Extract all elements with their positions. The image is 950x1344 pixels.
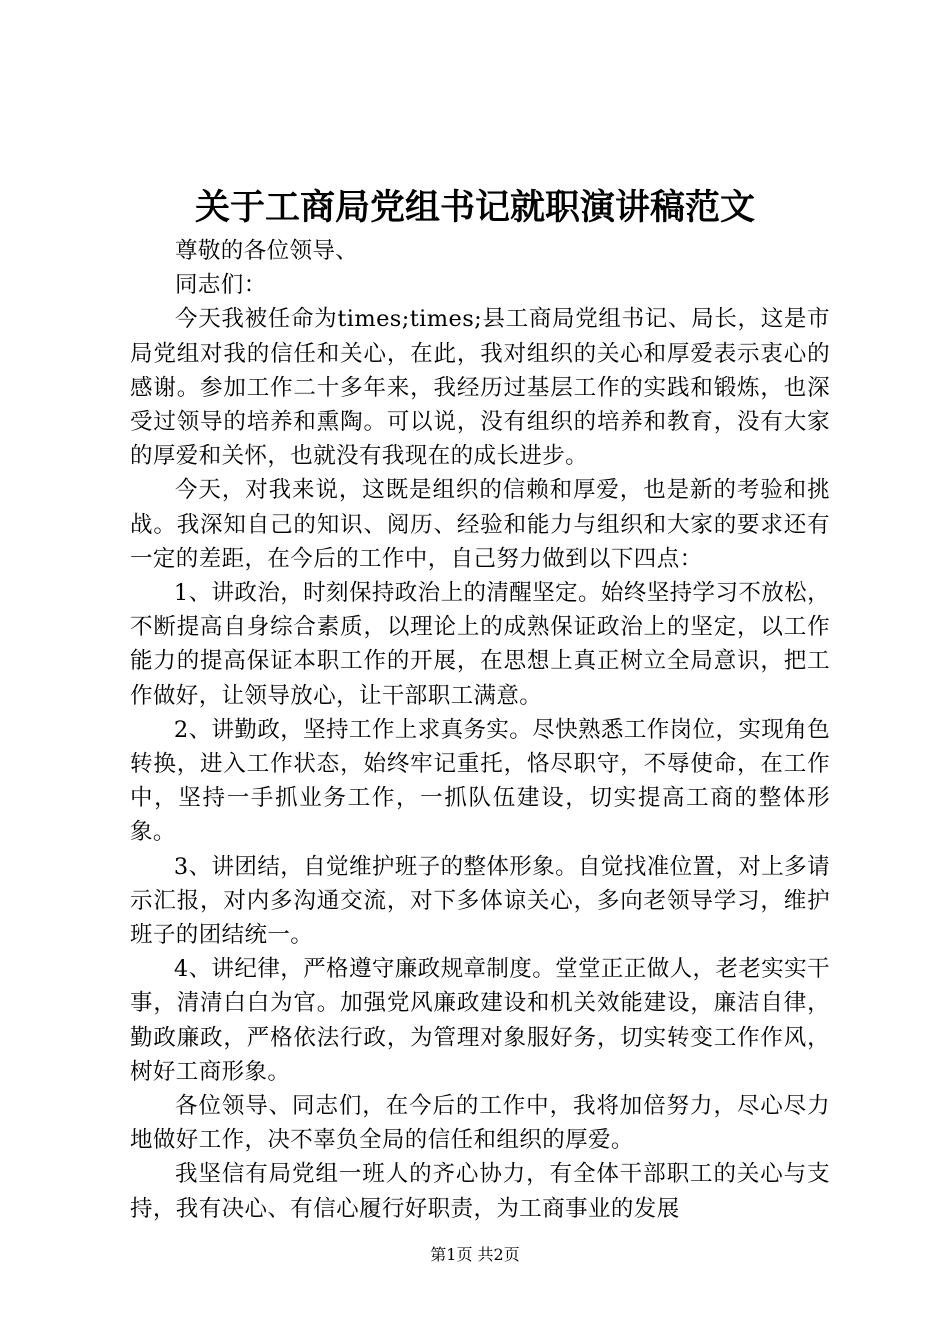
salutation-line-1: 尊敬的各位领导、 xyxy=(175,238,359,264)
document-title: 关于工商局党组书记就职演讲稿范文 xyxy=(194,187,755,228)
document-body xyxy=(130,234,830,1226)
paragraph-point-4: 4、讲纪律，严格遵守廉政规章制度。堂堂正正做人，老老实实干事，清清白白为官。加强党风廉政建设和机关效能建设，廉洁自律，勤政廉政，严格依法行政，为管理对象服好务，切实转变工作作风，树好工商形象。 xyxy=(130,956,830,1085)
paragraph-conclusion: 我坚信有局党组一班人的齐心协力，有全体干部职工的关心与支持，我有决心、有信心履行好职责，为工商事业的发展 xyxy=(130,1161,830,1222)
paragraph-point-2: 2、讲勤政，坚持工作上求真务实。尽快熟悉工作岗位，实现角色转换，进入工作状态，始终牢记重托，恪尽职守，不辱使命，在工作中，坚持一手抓业务工作，一抓队伍建设，切实提高工商的整体形象。 xyxy=(130,716,830,846)
paragraph-point-1: 1、讲政治，时刻保持政治上的清醒坚定。始终坚持学习不放松，不断提高自身综合素质，以理论上的成熟保证政治上的坚定，以工作能力的提高保证本职工作的开展，在思想上真正树立全局意识，把工作做好，让领导放心，让干部职工满意。 xyxy=(130,580,830,709)
page-number-footer: 第1页 共2页 xyxy=(430,1245,520,1264)
paragraph-challenge: 今天，对我来说，这既是组织的信赖和厚爱，也是新的考验和挑战。我深知自己的知识、阅历、经验和能力与组织和大家的要求还有一定的差距，在今后的工作中，自己努力做到以下四点： xyxy=(130,477,830,572)
salutation-line-2: 同志们： xyxy=(175,272,267,299)
paragraph-point-3: 3、讲团结，自觉维护班子的整体形象。自觉找准位置，对上多请示汇报，对内多沟通交流，对下多体谅关心，多向老领导学习，维护班子的团结统一。 xyxy=(130,853,830,949)
paragraph-commitment: 各位领导、同志们，在今后的工作中，我将加倍努力，尽心尽力地做好工作，决不辜负全局的信任和组织的厚爱。 xyxy=(130,1093,830,1154)
paragraph-appointment: 今天我被任命为times;times;县工商局党组书记、局长，这是市局党组对我的信任和关心，在此，我对组织的关心和厚爱表示衷心的感谢。参加工作二十多年来，我经历过基层工作的实践和锻炼，也深受过领导的培养和熏陶。可以说，没有组织的培养和教育，没有大家的厚爱和关怀，也就没有我现在的成长进步。 xyxy=(130,306,830,470)
